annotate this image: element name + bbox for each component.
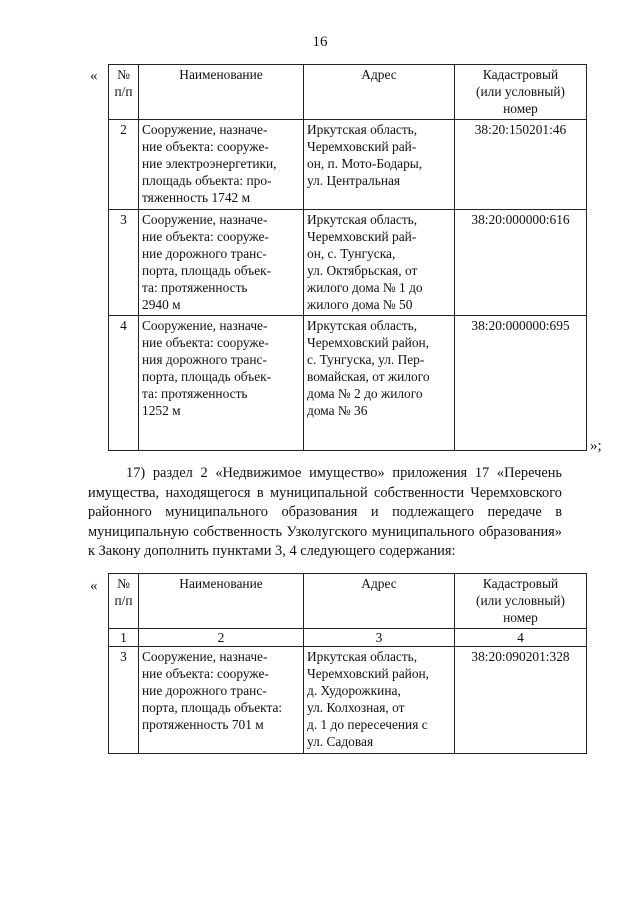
row-number: 3	[109, 647, 139, 754]
table2-open-quote: «	[90, 578, 98, 594]
row-cadastral: 38:20:090201:328	[455, 647, 587, 754]
column-number: 3	[304, 629, 455, 647]
row-number: 3	[109, 210, 139, 316]
column-number: 4	[455, 629, 587, 647]
column-number: 1	[109, 629, 139, 647]
row-name: Сооружение, назначе- ние объекта: сооруже- ние дорожного транс- порта, площадь объек- та: протяженность 2940 м	[139, 210, 304, 316]
header-address: Адрес	[304, 65, 455, 120]
table2-header-row	[109, 574, 587, 629]
property-table-2	[108, 573, 587, 754]
header-cadastral: Кадастровый (или условный) номер	[455, 65, 587, 120]
header-number: № п/п	[109, 574, 139, 629]
row-address: Иркутская область, Черемховский район, с. Тунгуска, ул. Пер- вомайская, от жилого дома № 2 до жилого дома № 36	[304, 316, 455, 451]
header-name: Наименование	[139, 574, 304, 629]
row-number: 2	[109, 120, 139, 210]
row-cadastral: 38:20:150201:46	[455, 120, 587, 210]
table-row	[109, 120, 587, 210]
table1-close-quote: »;	[590, 438, 602, 454]
property-table-1	[108, 64, 587, 451]
column-number-row	[109, 629, 587, 647]
row-address: Иркутская область, Черемховский рай- он, с. Тунгуска, ул. Октябрьская, от жилого дома № 1 до жилого дома № 50	[304, 210, 455, 316]
table-row	[109, 316, 587, 451]
header-cadastral: Кадастровый (или условный) номер	[455, 574, 587, 629]
header-number: № п/п	[109, 65, 139, 120]
table1-header-row	[109, 65, 587, 120]
column-number: 2	[139, 629, 304, 647]
row-address: Иркутская область, Черемховский рай- он, п. Мото-Бодары, ул. Центральная	[304, 120, 455, 210]
table-row	[109, 647, 587, 754]
row-name: Сооружение, назначе- ние объекта: сооруже- ние электроэнергетики, площадь объекта: про- тяженность 1742 м	[139, 120, 304, 210]
table-row	[109, 210, 587, 316]
amendment-paragraph: 17) раздел 2 «Недвижимое имущество» приложения 17 «Перечень имущества, находящегося в муниципальной собственности Черемховского районного муниципального образования и подлежащего передаче в муниципальную собственность Узколугского муниципального образования» к Закону дополнить пунктами 3, 4 следующего содержания:	[88, 465, 562, 559]
row-name: Сооружение, назначе- ние объекта: сооруже- ния дорожного транс- порта, площадь объек- та: протяженность 1252 м	[139, 316, 304, 451]
row-number: 4	[109, 316, 139, 451]
row-cadastral: 38:20:000000:616	[455, 210, 587, 316]
page-number: 16	[312, 34, 328, 50]
table1-open-quote: «	[90, 68, 98, 84]
row-name: Сооружение, назначе- ние объекта: сооруже- ние дорожного транс- порта, площадь объекта: протяженность 701 м	[139, 647, 304, 754]
header-address: Адрес	[304, 574, 455, 629]
row-address: Иркутская область, Черемховский район, д. Худорожкина, ул. Колхозная, от д. 1 до пересечения с ул. Садовая	[304, 647, 455, 754]
row-cadastral: 38:20:000000:695	[455, 316, 587, 451]
header-name: Наименование	[139, 65, 304, 120]
